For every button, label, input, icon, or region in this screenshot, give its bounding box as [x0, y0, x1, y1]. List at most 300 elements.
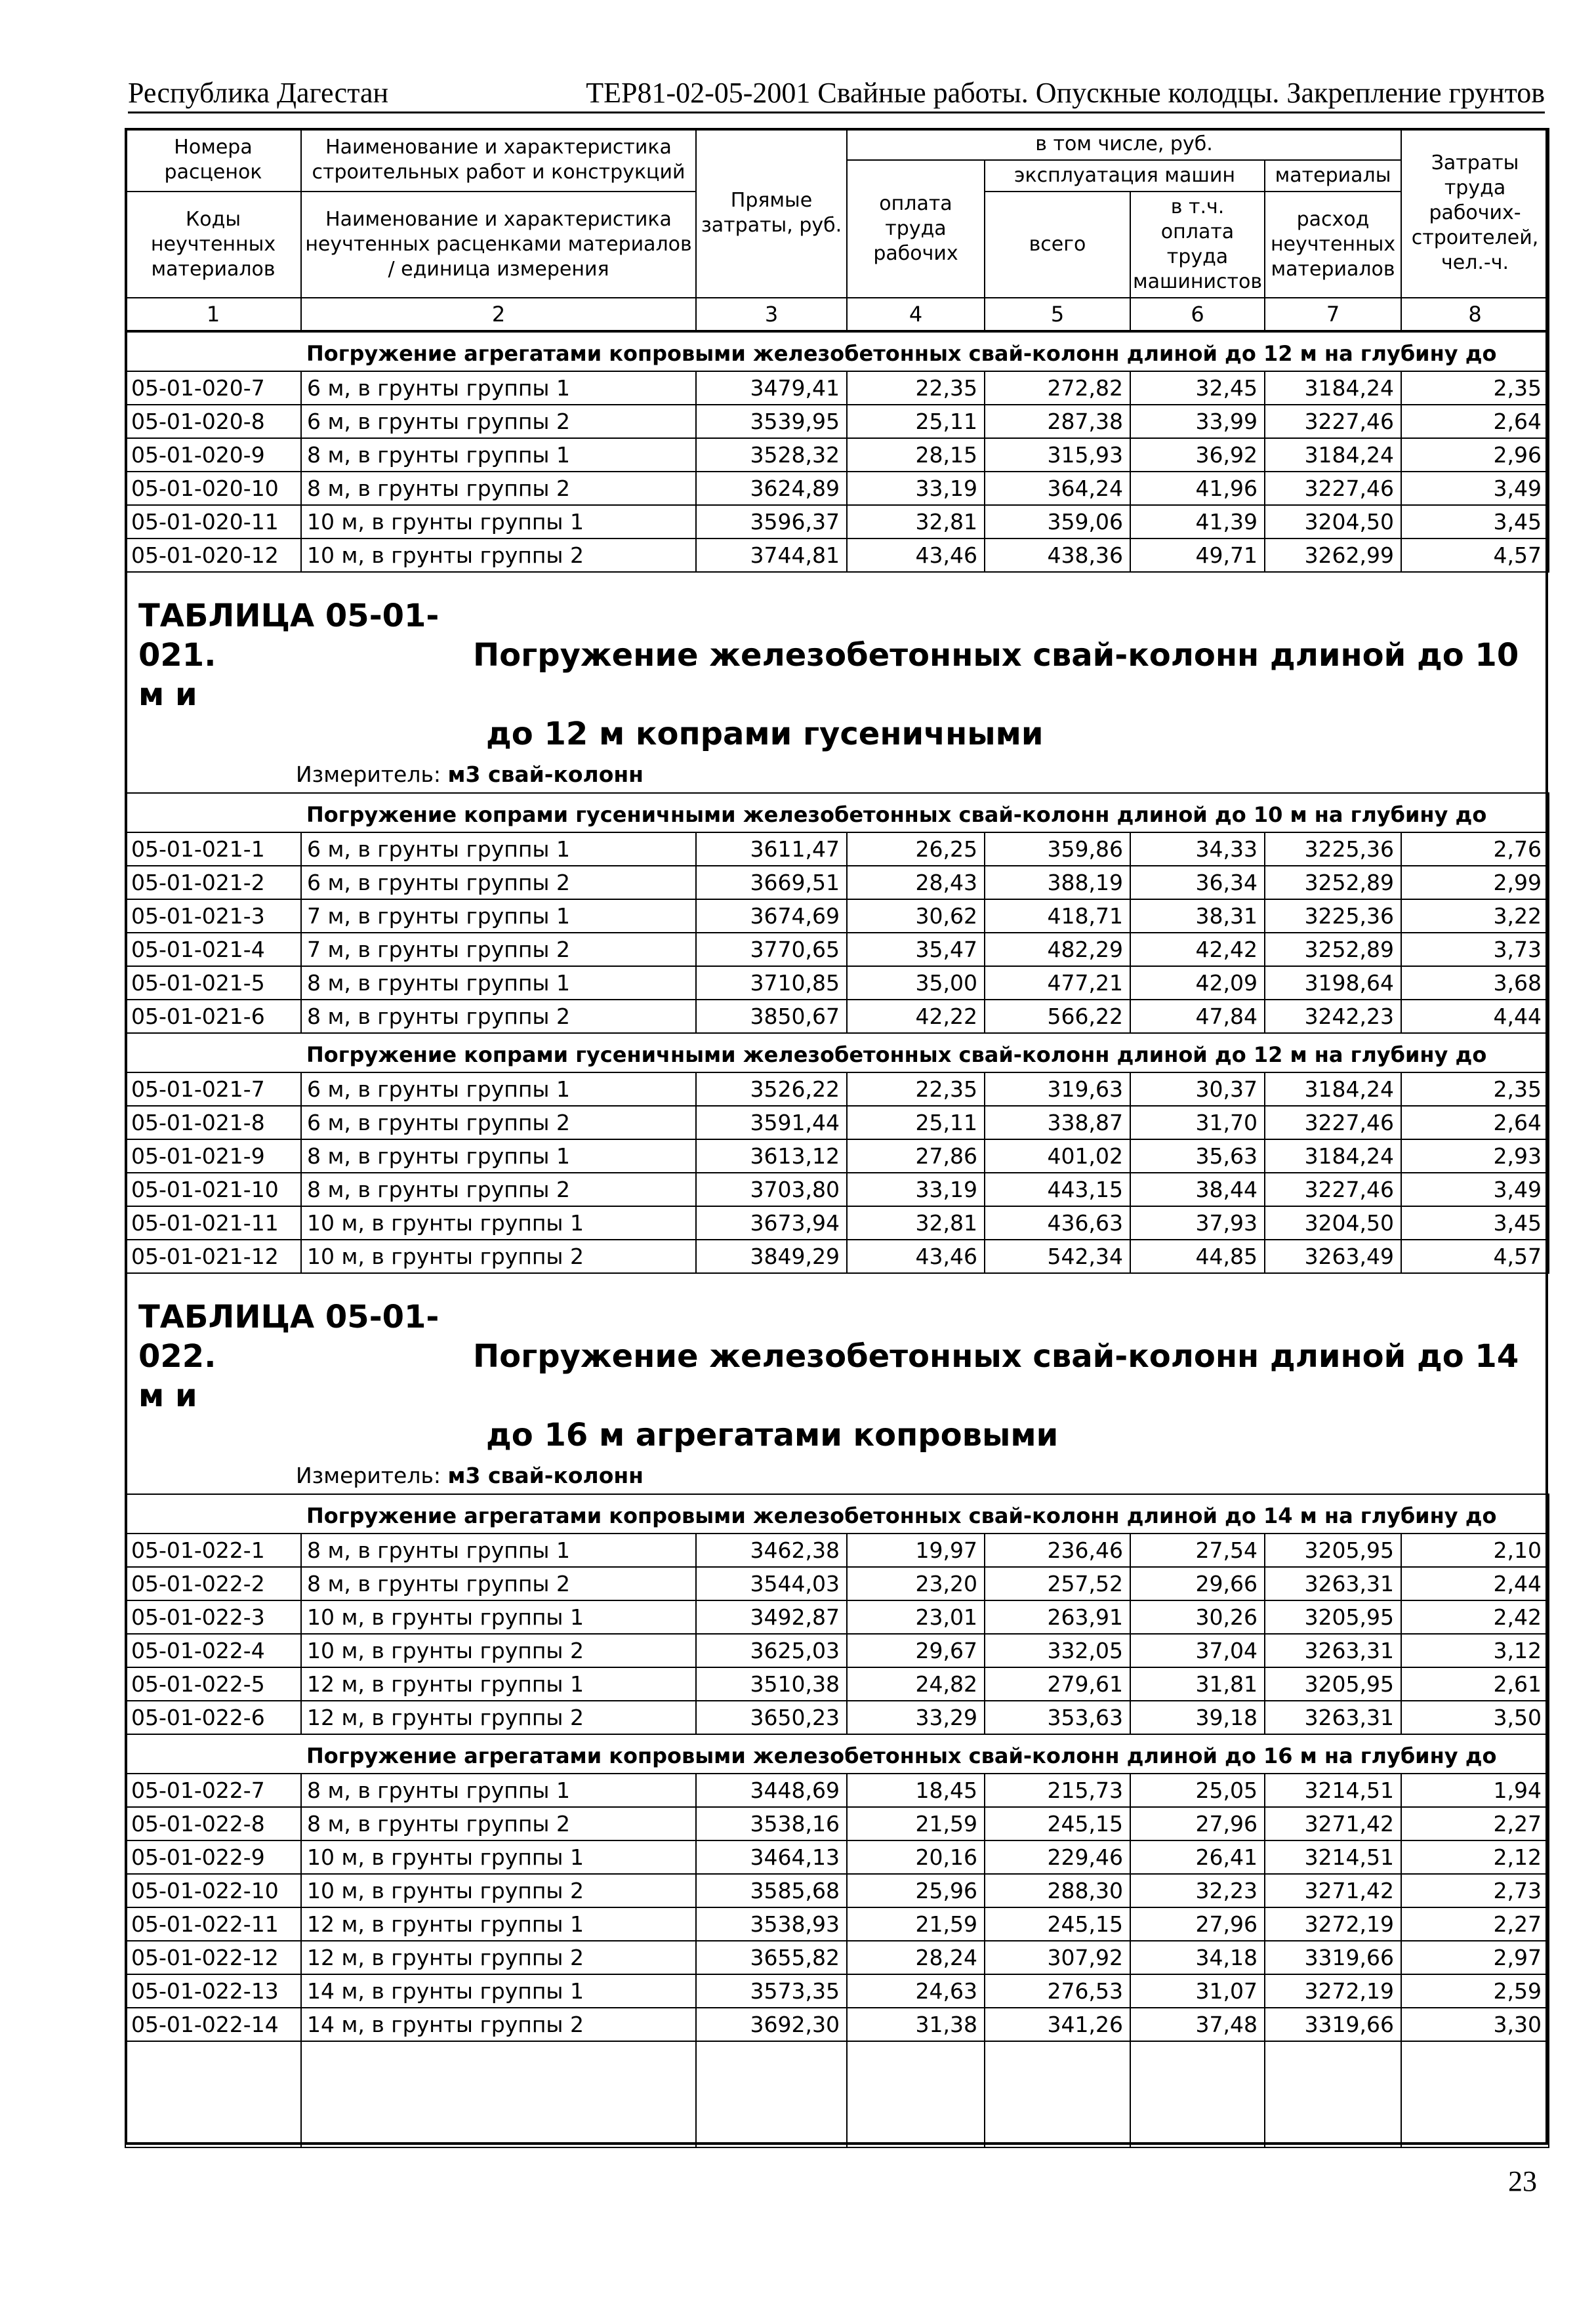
table-row — [125, 438, 1549, 472]
rate-value: 34,33 — [1130, 832, 1265, 866]
rate-value: 3225,36 — [1265, 832, 1401, 866]
rate-name: 10 м, в грунты группы 1 — [301, 1840, 696, 1874]
rate-value: 38,31 — [1130, 899, 1265, 933]
table-row — [125, 1840, 1549, 1874]
rate-value: 364,24 — [985, 472, 1130, 505]
rate-value: 42,42 — [1130, 933, 1265, 966]
rate-code: 05-01-022-2 — [125, 1567, 301, 1600]
rate-code: 05-01-022-8 — [125, 1807, 301, 1840]
measure-value: м3 свай-колонн — [447, 762, 644, 787]
rate-value: 2,64 — [1401, 405, 1549, 438]
rate-value: 245,15 — [985, 1807, 1130, 1840]
table-row — [125, 1072, 1549, 1106]
rate-value: 3,30 — [1401, 2008, 1549, 2041]
rate-value: 3,73 — [1401, 933, 1549, 966]
table-row — [125, 1206, 1549, 1240]
rate-value: 3242,23 — [1265, 1000, 1401, 1033]
table-row — [125, 1240, 1549, 1273]
table-row — [125, 472, 1549, 505]
rate-value: 3710,85 — [696, 966, 847, 1000]
rate-name: 10 м, в грунты группы 2 — [301, 1240, 696, 1273]
rate-code: 05-01-022-4 — [125, 1634, 301, 1667]
rate-value: 47,84 — [1130, 1000, 1265, 1033]
table-row — [125, 1667, 1549, 1701]
table-row — [125, 1807, 1549, 1840]
rate-value: 2,93 — [1401, 1139, 1549, 1173]
rate-value: 288,30 — [985, 1874, 1130, 1907]
rate-value: 28,24 — [847, 1941, 985, 1974]
rate-value: 33,19 — [847, 472, 985, 505]
rate-value: 477,21 — [985, 966, 1130, 1000]
rate-value: 32,45 — [1130, 371, 1265, 405]
header-row-1 — [125, 129, 1549, 160]
table-row — [125, 1874, 1549, 1907]
page-number: 23 — [1508, 2165, 1537, 2197]
rate-value: 279,61 — [985, 1667, 1130, 1701]
table-title-line2: до 16 м агрегатами копровыми — [486, 1417, 1059, 1453]
rate-value: 2,35 — [1401, 1072, 1549, 1106]
rate-value: 2,35 — [1401, 371, 1549, 405]
rate-value: 3544,03 — [696, 1567, 847, 1600]
rate-value: 42,22 — [847, 1000, 985, 1033]
rate-value: 401,02 — [985, 1139, 1130, 1173]
rate-value: 31,81 — [1130, 1667, 1265, 1701]
rate-value: 21,59 — [847, 1907, 985, 1941]
rates-table — [125, 128, 1549, 2148]
rate-value: 3319,66 — [1265, 2008, 1401, 2041]
rate-value: 3448,69 — [696, 1774, 847, 1807]
rate-name: 10 м, в грунты группы 1 — [301, 1206, 696, 1240]
rate-value: 29,67 — [847, 1634, 985, 1667]
table-row — [125, 866, 1549, 899]
rate-name: 8 м, в грунты группы 1 — [301, 966, 696, 1000]
rate-value: 31,70 — [1130, 1106, 1265, 1139]
rate-value: 2,44 — [1401, 1567, 1549, 1600]
rate-code: 05-01-020-12 — [125, 539, 301, 572]
rate-value: 3596,37 — [696, 505, 847, 539]
table-row — [125, 899, 1549, 933]
rate-name: 8 м, в грунты группы 1 — [301, 438, 696, 472]
rate-value: 20,16 — [847, 1840, 985, 1874]
table-row — [125, 2008, 1549, 2041]
rate-value: 2,97 — [1401, 1941, 1549, 1974]
table-title-line2: до 12 м копрами гусеничными — [486, 716, 1044, 752]
rate-code: 05-01-022-1 — [125, 1534, 301, 1567]
rate-value: 2,12 — [1401, 1840, 1549, 1874]
rate-value: 39,18 — [1130, 1701, 1265, 1734]
rate-value: 3613,12 — [696, 1139, 847, 1173]
rate-code: 05-01-021-11 — [125, 1206, 301, 1240]
rate-value: 32,81 — [847, 505, 985, 539]
rate-value: 2,96 — [1401, 438, 1549, 472]
rate-value: 28,15 — [847, 438, 985, 472]
rate-value: 3198,64 — [1265, 966, 1401, 1000]
col-codes-top: Номера расценок — [125, 129, 301, 192]
rate-name: 10 м, в грунты группы 2 — [301, 1874, 696, 1907]
rate-name: 8 м, в грунты группы 2 — [301, 1807, 696, 1840]
rate-code: 05-01-021-2 — [125, 866, 301, 899]
rate-value: 25,05 — [1130, 1774, 1265, 1807]
rate-value: 436,63 — [985, 1206, 1130, 1240]
rate-value: 3674,69 — [696, 899, 847, 933]
header-rule — [128, 112, 1545, 113]
rate-value: 3184,24 — [1265, 438, 1401, 472]
table-row — [125, 371, 1549, 405]
rate-value: 332,05 — [985, 1634, 1130, 1667]
measure-unit — [125, 1457, 1549, 1494]
rate-value: 482,29 — [985, 933, 1130, 966]
rate-value: 2,27 — [1401, 1807, 1549, 1840]
rate-value: 22,35 — [847, 1072, 985, 1106]
section-heading-row — [125, 331, 1549, 371]
rate-value: 28,43 — [847, 866, 985, 899]
rate-code: 05-01-022-11 — [125, 1907, 301, 1941]
rate-value: 24,82 — [847, 1667, 985, 1701]
measure-label: Измеритель: — [296, 1463, 441, 1488]
rate-value: 2,59 — [1401, 1974, 1549, 2008]
rate-code: 05-01-020-9 — [125, 438, 301, 472]
rate-value: 43,46 — [847, 1240, 985, 1273]
rate-code: 05-01-021-9 — [125, 1139, 301, 1173]
col-machines-total: всего — [985, 192, 1130, 298]
rate-value: 319,63 — [985, 1072, 1130, 1106]
rate-value: 2,61 — [1401, 1667, 1549, 1701]
section-heading-row — [125, 1734, 1549, 1774]
table-row — [125, 1600, 1549, 1634]
rate-value: 3227,46 — [1265, 472, 1401, 505]
rate-value: 18,45 — [847, 1774, 985, 1807]
rate-value: 2,10 — [1401, 1534, 1549, 1567]
table-row — [125, 1173, 1549, 1206]
rate-value: 3625,03 — [696, 1634, 847, 1667]
rate-value: 32,81 — [847, 1206, 985, 1240]
rate-value: 3184,24 — [1265, 1139, 1401, 1173]
section-heading: Погружение агрегатами копровыми железобетонных свай-колонн длиной до 16 м на глубину до — [301, 1734, 1549, 1774]
rate-code: 05-01-022-3 — [125, 1600, 301, 1634]
rate-value: 3462,38 — [696, 1534, 847, 1567]
rate-value: 3528,32 — [696, 438, 847, 472]
rate-name: 8 м, в грунты группы 1 — [301, 1139, 696, 1173]
rate-value: 3539,95 — [696, 405, 847, 438]
rate-value: 388,19 — [985, 866, 1130, 899]
table-row — [125, 1774, 1549, 1807]
rate-value: 43,46 — [847, 539, 985, 572]
rate-code: 05-01-021-7 — [125, 1072, 301, 1106]
rate-name: 6 м, в грунты группы 1 — [301, 371, 696, 405]
table-title-row — [125, 1273, 1549, 1494]
rate-value: 3,68 — [1401, 966, 1549, 1000]
rate-value: 3538,93 — [696, 1907, 847, 1941]
rate-value: 418,71 — [985, 899, 1130, 933]
rate-name: 8 м, в грунты группы 2 — [301, 1567, 696, 1600]
col-name-bottom: Наименование и характеристика неучтенных расценками материалов / единица измерения — [301, 192, 696, 298]
rate-value: 3692,30 — [696, 2008, 847, 2041]
rate-value: 3262,99 — [1265, 539, 1401, 572]
rate-name: 10 м, в грунты группы 2 — [301, 539, 696, 572]
table-title — [125, 1274, 1549, 1457]
rate-value: 22,35 — [847, 371, 985, 405]
table-row — [125, 1000, 1549, 1033]
rate-code: 05-01-021-8 — [125, 1106, 301, 1139]
rate-name: 6 м, в грунты группы 1 — [301, 1072, 696, 1106]
rate-name: 6 м, в грунты группы 1 — [301, 832, 696, 866]
rate-name: 10 м, в грунты группы 1 — [301, 505, 696, 539]
rate-value: 2,99 — [1401, 866, 1549, 899]
rate-code: 05-01-021-4 — [125, 933, 301, 966]
table-title-line1: Погружение железобетонных свай-колонн длиной до 14 м и — [138, 1338, 1519, 1414]
rate-value: 3227,46 — [1265, 405, 1401, 438]
rate-value: 4,44 — [1401, 1000, 1549, 1033]
rate-name: 12 м, в грунты группы 1 — [301, 1667, 696, 1701]
rate-value: 257,52 — [985, 1567, 1130, 1600]
table-row — [125, 505, 1549, 539]
rate-code: 05-01-020-8 — [125, 405, 301, 438]
rate-value: 3205,95 — [1265, 1667, 1401, 1701]
rate-value: 37,48 — [1130, 2008, 1265, 2041]
rate-value: 353,63 — [985, 1701, 1130, 1734]
rate-value: 3204,50 — [1265, 1206, 1401, 1240]
rate-value: 41,96 — [1130, 472, 1265, 505]
rate-value: 3673,94 — [696, 1206, 847, 1240]
rate-value: 37,04 — [1130, 1634, 1265, 1667]
rate-value: 2,64 — [1401, 1106, 1549, 1139]
table-row — [125, 1106, 1549, 1139]
table-row — [125, 539, 1549, 572]
rate-value: 49,71 — [1130, 539, 1265, 572]
rate-value: 3227,46 — [1265, 1173, 1401, 1206]
rate-value: 276,53 — [985, 1974, 1130, 2008]
rate-value: 37,93 — [1130, 1206, 1265, 1240]
col-codes-bottom: Коды неучтенных материалов — [125, 192, 301, 298]
rate-value: 3205,95 — [1265, 1534, 1401, 1567]
rate-value: 4,57 — [1401, 1240, 1549, 1273]
rate-value: 359,06 — [985, 505, 1130, 539]
table-row — [125, 1567, 1549, 1600]
rate-name: 8 м, в грунты группы 1 — [301, 1774, 696, 1807]
rate-value: 215,73 — [985, 1774, 1130, 1807]
rate-value: 245,15 — [985, 1907, 1130, 1941]
rate-value: 3770,65 — [696, 933, 847, 966]
rate-value: 359,86 — [985, 832, 1130, 866]
rate-value: 443,15 — [985, 1173, 1130, 1206]
rate-value: 2,73 — [1401, 1874, 1549, 1907]
rate-value: 272,82 — [985, 371, 1130, 405]
rate-value: 36,92 — [1130, 438, 1265, 472]
rate-value: 3538,16 — [696, 1807, 847, 1840]
rate-value: 26,25 — [847, 832, 985, 866]
region-title: Республика Дагестан — [128, 77, 389, 109]
page-header — [128, 71, 1545, 113]
rate-value: 3624,89 — [696, 472, 847, 505]
rate-value: 3263,31 — [1265, 1567, 1401, 1600]
section-heading: Погружение агрегатами копровыми железобетонных свай-колонн длиной до 12 м на глубину до — [301, 331, 1549, 371]
rate-value: 3464,13 — [696, 1840, 847, 1874]
rate-code: 05-01-022-12 — [125, 1941, 301, 1974]
rate-value: 30,62 — [847, 899, 985, 933]
section-heading-row — [125, 1494, 1549, 1534]
rate-value: 25,11 — [847, 405, 985, 438]
rate-code: 05-01-021-12 — [125, 1240, 301, 1273]
rate-value: 27,54 — [1130, 1534, 1265, 1567]
rate-value: 3225,36 — [1265, 899, 1401, 933]
rate-value: 3611,47 — [696, 832, 847, 866]
rate-value: 3,45 — [1401, 1206, 1549, 1240]
rate-code: 05-01-021-3 — [125, 899, 301, 933]
rate-value: 38,44 — [1130, 1173, 1265, 1206]
rate-value: 3214,51 — [1265, 1840, 1401, 1874]
rate-value: 34,18 — [1130, 1941, 1265, 1974]
rate-value: 236,46 — [985, 1534, 1130, 1567]
rate-value: 3585,68 — [696, 1874, 847, 1907]
rate-code: 05-01-021-5 — [125, 966, 301, 1000]
rate-value: 25,11 — [847, 1106, 985, 1139]
rate-value: 542,34 — [985, 1240, 1130, 1273]
table-title-line1: Погружение железобетонных свай-колонн длиной до 10 м и — [138, 637, 1519, 713]
rate-value: 33,99 — [1130, 405, 1265, 438]
rate-value: 30,26 — [1130, 1600, 1265, 1634]
rate-code: 05-01-022-10 — [125, 1874, 301, 1907]
rate-value: 338,87 — [985, 1106, 1130, 1139]
rate-value: 3272,19 — [1265, 1907, 1401, 1941]
rate-value: 3850,67 — [696, 1000, 847, 1033]
section-heading: Погружение копрами гусеничными железобетонных свай-колонн длиной до 12 м на глубину до — [301, 1033, 1549, 1072]
rate-value: 287,38 — [985, 405, 1130, 438]
rate-value: 3271,42 — [1265, 1874, 1401, 1907]
rate-value: 21,59 — [847, 1807, 985, 1840]
rate-value: 27,96 — [1130, 1807, 1265, 1840]
rate-value: 2,27 — [1401, 1907, 1549, 1941]
rate-code: 05-01-022-5 — [125, 1667, 301, 1701]
rate-value: 3655,82 — [696, 1941, 847, 1974]
rate-value: 3,49 — [1401, 1173, 1549, 1206]
table-row — [125, 966, 1549, 1000]
rate-name: 10 м, в грунты группы 1 — [301, 1600, 696, 1634]
table-row — [125, 405, 1549, 438]
rate-value: 3510,38 — [696, 1667, 847, 1701]
section-heading: Погружение копрами гусеничными железобетонных свай-колонн длиной до 10 м на глубину до — [301, 793, 1549, 832]
rate-value: 24,63 — [847, 1974, 985, 2008]
table-title-row — [125, 572, 1549, 793]
rate-value: 3263,31 — [1265, 1701, 1401, 1734]
rate-value: 3669,51 — [696, 866, 847, 899]
measure-unit — [125, 756, 1549, 792]
rate-value: 3204,50 — [1265, 505, 1401, 539]
rate-value: 42,09 — [1130, 966, 1265, 1000]
rate-value: 3184,24 — [1265, 371, 1401, 405]
rate-code: 05-01-022-7 — [125, 1774, 301, 1807]
rate-value: 3650,23 — [696, 1701, 847, 1734]
col-direct: Прямые затраты, руб. — [696, 129, 847, 298]
rate-name: 6 м, в грунты группы 2 — [301, 405, 696, 438]
rate-value: 3479,41 — [696, 371, 847, 405]
measure-label: Измеритель: — [296, 762, 441, 787]
rate-code: 05-01-022-9 — [125, 1840, 301, 1874]
col-material-use: расход неучтенных материалов — [1265, 192, 1401, 298]
rate-value: 3205,95 — [1265, 1600, 1401, 1634]
rate-code: 05-01-020-7 — [125, 371, 301, 405]
rate-name: 6 м, в грунты группы 2 — [301, 866, 696, 899]
rate-value: 32,23 — [1130, 1874, 1265, 1907]
rate-value: 3263,31 — [1265, 1634, 1401, 1667]
rate-value: 3271,42 — [1265, 1807, 1401, 1840]
rate-value: 3703,80 — [696, 1173, 847, 1206]
rate-name: 7 м, в грунты группы 1 — [301, 899, 696, 933]
rate-value: 33,29 — [847, 1701, 985, 1734]
rate-value: 263,91 — [985, 1600, 1130, 1634]
rate-value: 3526,22 — [696, 1072, 847, 1106]
section-heading-row — [125, 1033, 1549, 1072]
rate-code: 05-01-020-10 — [125, 472, 301, 505]
table-row — [125, 1701, 1549, 1734]
rate-value: 2,76 — [1401, 832, 1549, 866]
rate-value: 3,50 — [1401, 1701, 1549, 1734]
measure-value: м3 свай-колонн — [447, 1463, 644, 1488]
rate-name: 14 м, в грунты группы 1 — [301, 1974, 696, 2008]
rate-value: 44,85 — [1130, 1240, 1265, 1273]
rate-name: 8 м, в грунты группы 2 — [301, 1173, 696, 1206]
rate-value: 4,57 — [1401, 539, 1549, 572]
col-materials: материалы — [1265, 160, 1401, 192]
rate-value: 3252,89 — [1265, 866, 1401, 899]
table-row — [125, 933, 1549, 966]
rate-value: 23,20 — [847, 1567, 985, 1600]
rate-name: 7 м, в грунты группы 2 — [301, 933, 696, 966]
rate-value: 41,39 — [1130, 505, 1265, 539]
col-name-top: Наименование и характеристика строительных работ и конструкций — [301, 129, 696, 192]
rate-value: 3272,19 — [1265, 1974, 1401, 2008]
col-wage: оплата труда рабочих — [847, 160, 985, 298]
rate-value: 23,01 — [847, 1600, 985, 1634]
rate-value: 438,36 — [985, 539, 1130, 572]
rate-value: 3492,87 — [696, 1600, 847, 1634]
rate-code: 05-01-022-6 — [125, 1701, 301, 1734]
rate-value: 3744,81 — [696, 539, 847, 572]
rate-value: 1,94 — [1401, 1774, 1549, 1807]
rate-value: 35,47 — [847, 933, 985, 966]
rate-value: 31,07 — [1130, 1974, 1265, 2008]
rate-value: 3184,24 — [1265, 1072, 1401, 1106]
rate-value: 341,26 — [985, 2008, 1130, 2041]
rate-value: 19,97 — [847, 1534, 985, 1567]
rate-name: 12 м, в грунты группы 2 — [301, 1941, 696, 1974]
rate-value: 25,96 — [847, 1874, 985, 1907]
table-number: ТАБЛИЦА 05-01-021. — [138, 598, 440, 674]
rate-code: 05-01-021-1 — [125, 832, 301, 866]
rate-value: 229,46 — [985, 1840, 1130, 1874]
table-row — [125, 1974, 1549, 2008]
rate-code: 05-01-021-6 — [125, 1000, 301, 1033]
rate-value: 3263,49 — [1265, 1240, 1401, 1273]
rate-value: 307,92 — [985, 1941, 1130, 1974]
rate-value: 31,38 — [847, 2008, 985, 2041]
rate-value: 3227,46 — [1265, 1106, 1401, 1139]
rate-code: 05-01-021-10 — [125, 1173, 301, 1206]
table-row — [125, 832, 1549, 866]
rate-value: 2,42 — [1401, 1600, 1549, 1634]
rate-value: 30,37 — [1130, 1072, 1265, 1106]
rate-value: 3252,89 — [1265, 933, 1401, 966]
rate-value: 3,12 — [1401, 1634, 1549, 1667]
rate-value: 3,45 — [1401, 505, 1549, 539]
rate-value: 566,22 — [985, 1000, 1130, 1033]
table-row — [125, 1941, 1549, 1974]
table-row — [125, 1634, 1549, 1667]
rate-value: 26,41 — [1130, 1840, 1265, 1874]
rate-value: 35,00 — [847, 966, 985, 1000]
rate-name: 14 м, в грунты группы 2 — [301, 2008, 696, 2041]
table-number: ТАБЛИЦА 05-01-022. — [138, 1299, 440, 1375]
rate-value: 33,19 — [847, 1173, 985, 1206]
